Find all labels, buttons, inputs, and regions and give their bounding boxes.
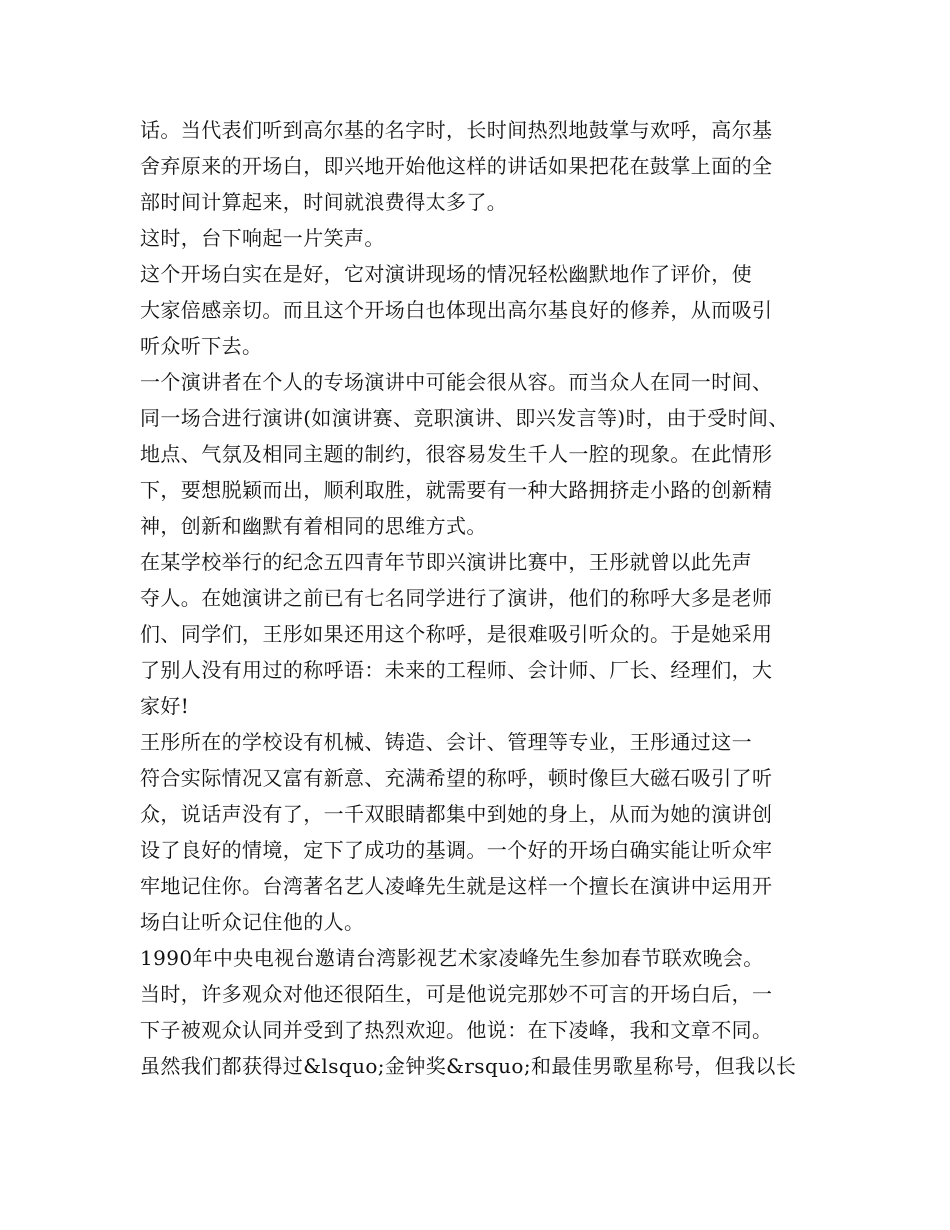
- text-line: 符合实际情况又富有新意、充满希望的称呼，顿时像巨大磁石吸引了听: [140, 766, 773, 790]
- text-line: 这时，台下响起一片笑声。: [140, 226, 385, 250]
- text-line: 神，创新和幽默有着相同的思维方式。: [140, 514, 487, 538]
- text-line: 下，要想脱颖而出，顺利取胜，就需要有一种大路拥挤走小路的创新精: [140, 478, 773, 502]
- text-line: 这个开场白实在是好，它对演讲现场的情况轻松幽默地作了评价，使: [140, 262, 752, 286]
- text-line: 夺人。在她演讲之前已有七名同学进行了演讲，他们的称呼大多是老师: [140, 586, 773, 610]
- text-line: 部时间计算起来，时间就浪费得太多了。: [140, 190, 508, 214]
- text-line: 王彤所在的学校设有机械、铸造、会计、管理等专业，王彤通过这一: [140, 730, 752, 754]
- text-line: 家好!: [140, 694, 190, 718]
- text-line: 当时，许多观众对他还很陌生，可是他说完那妙不可言的开场白后，一: [140, 982, 773, 1006]
- text-line: 下子被观众认同并受到了热烈欢迎。他说：在下凌峰，我和文章不同。: [140, 1018, 773, 1042]
- text-line: 在某学校举行的纪念五四青年节即兴演讲比赛中，王彤就曾以此先声: [140, 550, 752, 574]
- text-line: 同一场合进行演讲(如演讲赛、竞职演讲、即兴发言等)时，由于受时间、: [140, 406, 789, 430]
- text-line: 场白让听众记住他的人。: [140, 910, 365, 934]
- text-line: 地点、气氛及相同主题的制约，很容易发生千人一腔的现象。在此情形: [140, 442, 773, 466]
- text-line: 一个演讲者在个人的专场演讲中可能会很从容。而当众人在同一时间、: [140, 370, 773, 394]
- text-line: 1990年中央电视台邀请台湾影视艺术家凌峰先生参加春节联欢晚会。: [140, 946, 764, 970]
- text-line: 虽然我们都获得过&lsquo;金钟奖&rsquo;和最佳男歌星称号，但我以长: [140, 1054, 797, 1078]
- text-line: 话。当代表们听到高尔基的名字时，长时间热烈地鼓掌与欢呼，高尔基: [140, 118, 773, 142]
- text-line: 了别人没有用过的称呼语：未来的工程师、会计师、厂长、经理们，大: [140, 658, 773, 682]
- text-line: 听众听下去。: [140, 334, 263, 358]
- text-line: 设了良好的情境，定下了成功的基调。一个好的开场白确实能让听众牢: [140, 838, 773, 862]
- text-line: 们、同学们，王彤如果还用这个称呼，是很难吸引听众的。于是她采用: [140, 622, 773, 646]
- text-line: 牢地记住你。台湾著名艺人凌峰先生就是这样一个擅长在演讲中运用开: [140, 874, 773, 898]
- text-line: 众，说话声没有了，一千双眼睛都集中到她的身上，从而为她的演讲创: [140, 802, 773, 826]
- text-line: 舍弃原来的开场白，即兴地开始他这样的讲话如果把花在鼓掌上面的全: [140, 154, 773, 178]
- text-line: 大家倍感亲切。而且这个开场白也体现出高尔基良好的修养，从而吸引: [140, 298, 773, 322]
- body-text: [140, 112, 820, 1084]
